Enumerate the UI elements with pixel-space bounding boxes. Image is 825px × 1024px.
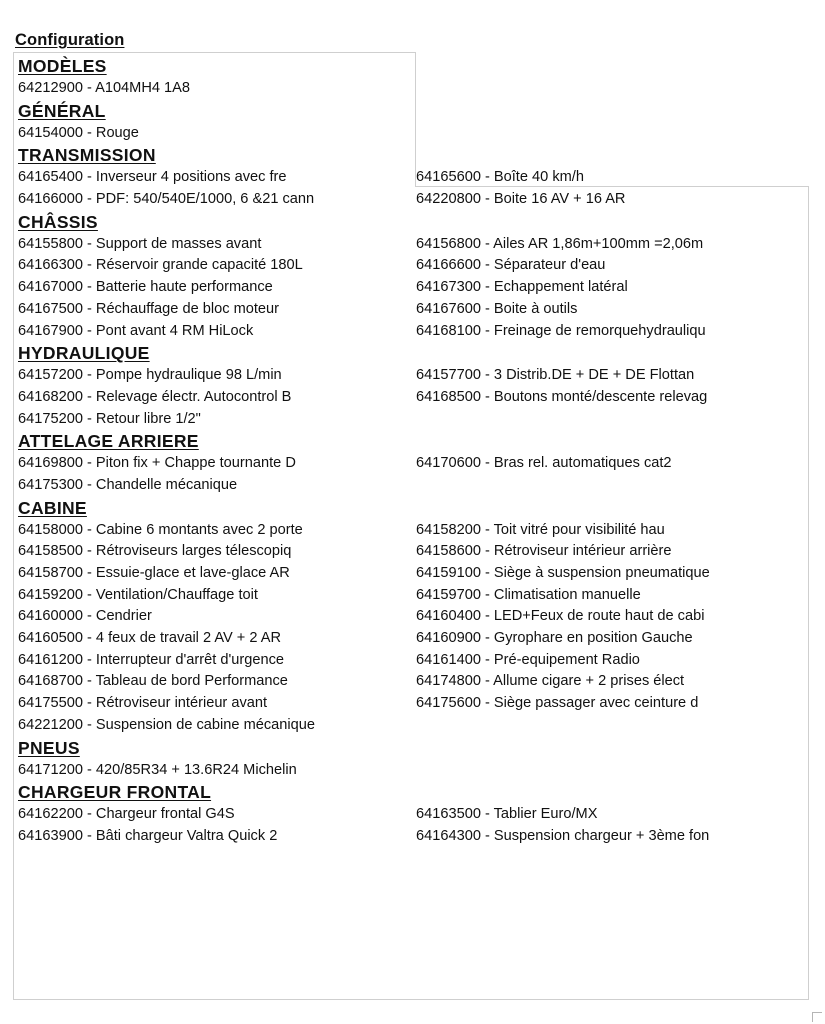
table-border-bottom xyxy=(13,999,809,1000)
section xyxy=(18,144,808,210)
option-item: 64167000 - Batterie haute performance xyxy=(18,279,273,296)
option-item: 64171200 - 420/85R34 + 13.6R24 Michelin xyxy=(18,761,297,778)
option-item: 64157200 - Pompe hydraulique 98 L/min xyxy=(18,367,282,384)
section-items xyxy=(18,520,808,737)
section xyxy=(18,430,808,496)
section-items xyxy=(18,760,808,782)
table-border-left xyxy=(13,52,14,1000)
option-item: 64175500 - Rétroviseur intérieur avant xyxy=(18,695,268,712)
section-heading: PNEUS xyxy=(18,737,80,758)
option-item: 64168500 - Boutons monté/descente relevag xyxy=(416,388,708,405)
section-items xyxy=(18,365,808,430)
configuration-table xyxy=(18,55,808,848)
option-item: 64159700 - Climatisation manuelle xyxy=(416,586,641,603)
option-item: 64162200 - Chargeur frontal G4S xyxy=(18,806,235,823)
section-heading: GÉNÉRAL xyxy=(18,100,106,121)
option-item: 64167900 - Pont avant 4 RM HiLock xyxy=(18,322,254,339)
section-items xyxy=(18,234,808,342)
option-item: 64166000 - PDF: 540/540E/1000, 6 &21 cann xyxy=(18,191,315,208)
option-item: 64167300 - Echappement latéral xyxy=(416,279,628,296)
table-border-right xyxy=(808,186,809,1000)
option-item: 64160000 - Cendrier xyxy=(18,608,152,625)
option-item: 64165600 - Boîte 40 km/h xyxy=(416,169,584,186)
option-item: 64168200 - Relevage électr. Autocontrol B xyxy=(18,388,292,405)
section-items xyxy=(18,123,808,145)
option-item: 64158000 - Cabine 6 montants avec 2 porte xyxy=(18,521,303,538)
section-heading: CHÂSSIS xyxy=(18,211,98,232)
section xyxy=(18,781,808,847)
option-item: 64175300 - Chandelle mécanique xyxy=(18,476,238,493)
section xyxy=(18,211,808,342)
section-heading: HYDRAULIQUE xyxy=(18,343,150,364)
section-items xyxy=(18,167,808,210)
option-item: 64167500 - Réchauffage de bloc moteur xyxy=(18,300,279,317)
option-item: 64159200 - Ventilation/Chauffage toit xyxy=(18,586,258,603)
option-item: 64156800 - Ailes AR 1,86m+100mm =2,06m xyxy=(416,235,704,252)
option-item: 64155800 - Support de masses avant xyxy=(18,235,262,252)
option-item: 64175600 - Siège passager avec ceinture d xyxy=(416,695,699,712)
option-item: 64158200 - Toit vitré pour visibilité hau xyxy=(416,521,665,538)
option-item: 64160500 - 4 feux de travail 2 AV + 2 AR xyxy=(18,630,281,647)
section xyxy=(18,497,808,737)
option-item: 64220800 - Boite 16 AV + 16 AR xyxy=(416,191,626,208)
section xyxy=(18,100,808,145)
option-item: 64164300 - Suspension chargeur + 3ème fon xyxy=(416,827,710,844)
option-item: 64168700 - Tableau de bord Performance xyxy=(18,673,288,690)
section xyxy=(18,342,808,430)
section-heading: ATTELAGE ARRIERE xyxy=(18,431,199,452)
option-item: 64169800 - Piton fix + Chappe tournante D xyxy=(18,455,296,472)
option-item: 64158600 - Rétroviseur intérieur arrière xyxy=(416,543,672,560)
option-item: 64157700 - 3 Distrib.DE + DE + DE Flottan xyxy=(416,367,695,384)
option-item: 64168100 - Freinage de remorquehydrauliqu xyxy=(416,322,706,339)
option-item: 64163500 - Tablier Euro/MX xyxy=(416,806,598,823)
section-items xyxy=(18,804,808,847)
page-corner-mark xyxy=(812,1012,822,1022)
option-item: 64166600 - Séparateur d'eau xyxy=(416,257,606,274)
section-heading: CHARGEUR FRONTAL xyxy=(18,782,212,803)
section-items xyxy=(18,78,808,100)
option-item: 64159100 - Siège à suspension pneumatique xyxy=(416,565,710,581)
page-title: Configuration xyxy=(15,31,125,49)
option-item: 64166300 - Réservoir grande capacité 180L xyxy=(18,257,303,274)
section-heading: CABINE xyxy=(18,497,87,518)
option-item: 64170600 - Bras rel. automatiques cat2 xyxy=(416,455,672,472)
option-item: 64163900 - Bâti chargeur Valtra Quick 2 xyxy=(18,827,278,844)
option-item: 64221200 - Suspension de cabine mécanique xyxy=(18,716,315,733)
option-item: 64165400 - Inverseur 4 positions avec fre xyxy=(18,169,287,186)
section xyxy=(18,737,808,782)
section-heading: TRANSMISSION xyxy=(18,145,156,166)
table-border-top xyxy=(13,52,416,53)
option-item: 64161400 - Pré-equipement Radio xyxy=(416,651,640,668)
option-item: 64161200 - Interrupteur d'arrêt d'urgence xyxy=(18,651,285,668)
option-item: 64154000 - Rouge xyxy=(18,124,139,141)
option-item: 64174800 - Allume cigare + 2 prises élect xyxy=(416,673,685,690)
option-item: 64212900 - A104MH4 1A8 xyxy=(18,80,191,96)
option-item: 64160900 - Gyrophare en position Gauche xyxy=(416,630,693,647)
option-item: 64175200 - Retour libre 1/2" xyxy=(18,410,201,427)
option-item: 64160400 - LED+Feux de route haut de cabi xyxy=(416,608,705,625)
option-item: 64158700 - Essuie-glace et lave-glace AR xyxy=(18,565,290,581)
section xyxy=(18,55,808,100)
option-item: 64158500 - Rétroviseurs larges télescopiq xyxy=(18,543,292,560)
section-items xyxy=(18,453,808,496)
section-heading: MODÈLES xyxy=(18,56,107,76)
option-item: 64167600 - Boite à outils xyxy=(416,300,578,317)
